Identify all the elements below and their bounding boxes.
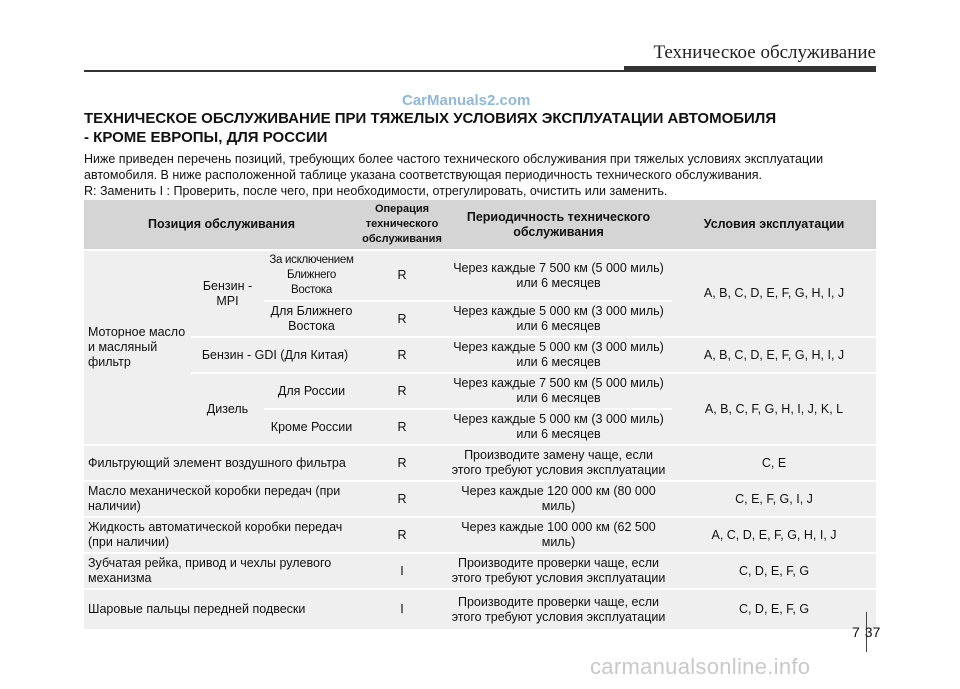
intro-paragraph: Ниже приведен перечень позиций, требующих более частого технического обслуживания при тяжелых условиях эксплуатации автомобиля. В ниже расположенной таблице указана соответствующая периодичность технического обслуживания. xyxy=(84,152,824,182)
item-cell: Зубчатая рейка, привод и чехлы рулевого механизма xyxy=(84,553,359,589)
operation-cell: R xyxy=(359,301,445,337)
header-conditions: Условия эксплуатации xyxy=(672,200,876,250)
legend-text: R: Заменить I : Проверить, после чего, при необходимости, отрегулировать, очистить или заменить. xyxy=(84,184,668,198)
interval-cell: Через каждые 7 500 км (5 000 миль) или 6 месяцев xyxy=(445,373,672,409)
interval-cell: Через каждые 5 000 км (3 000 миль) или 6 месяцев xyxy=(445,301,672,337)
table-row xyxy=(84,589,876,629)
table-row xyxy=(84,517,876,553)
interval-cell: Через каждые 7 500 км (5 000 миль) или 6 месяцев xyxy=(445,250,672,301)
engine-oil-label: Моторное масло и масляный фильтр xyxy=(84,250,191,445)
diesel-label: Дизель xyxy=(191,373,264,445)
header-item: Позиция обслуживания xyxy=(84,200,359,250)
table-row xyxy=(84,250,876,301)
operation-cell: R xyxy=(359,481,445,517)
chapter-number: 7 xyxy=(852,624,860,640)
watermark-top: CarManuals2.com xyxy=(402,92,531,109)
header-interval: Периодичность технического обслуживания xyxy=(445,200,672,250)
interval-cell: Через каждые 5 000 км (3 000 миль) или 6 месяцев xyxy=(445,409,672,445)
header-divider-thick xyxy=(624,66,876,72)
operation-cell: R xyxy=(359,250,445,301)
page-title-line1: ТЕХНИЧЕСКОЕ ОБСЛУЖИВАНИЕ ПРИ ТЯЖЕЛЫХ УСЛОВИЯХ ЭКСПЛУАТАЦИИ АВТОМОБИЛЯ xyxy=(84,110,777,127)
interval-cell: Через каждые 5 000 км (3 000 миль) или 6 месяцев xyxy=(445,337,672,373)
page-number-value: 37 xyxy=(864,624,881,640)
maintenance-table xyxy=(84,200,876,629)
watermark-bottom: carmanualsonline.info xyxy=(590,654,811,679)
item-cell: Фильтрующий элемент воздушного фильтра xyxy=(84,445,359,481)
conditions-cell: A, B, C, D, E, F, G, H, I, J xyxy=(672,250,876,337)
page-title xyxy=(84,109,884,147)
table-row xyxy=(84,481,876,517)
interval-cell: Через каждые 100 000 км (62 500 миль) xyxy=(445,517,672,553)
conditions-cell: C, D, E, F, G xyxy=(672,589,876,629)
interval-cell: Производите замену чаще, если этого требуют условия эксплуатации xyxy=(445,445,672,481)
operation-cell: I xyxy=(359,589,445,629)
for-russia-label: Для России xyxy=(264,373,359,409)
conditions-cell: A, B, C, F, G, H, I, J, K, L xyxy=(672,373,876,445)
petrol-gdi-label: Бензин - GDI (Для Китая) xyxy=(191,337,359,373)
conditions-cell: A, C, D, E, F, G, H, I, J xyxy=(672,517,876,553)
operation-cell: R xyxy=(359,445,445,481)
section-title: Техническое обслуживание xyxy=(653,42,876,63)
item-cell: Шаровые пальцы передней подвески xyxy=(84,589,359,629)
operation-cell: R xyxy=(359,373,445,409)
middle-east-label: Для Ближнего Востока xyxy=(264,301,359,337)
interval-cell: Через каждые 120 000 км (80 000 миль) xyxy=(445,481,672,517)
table-row xyxy=(84,337,876,373)
operation-cell: R xyxy=(359,517,445,553)
table-row xyxy=(84,553,876,589)
header-operation: Операция технического обслуживания xyxy=(359,200,445,250)
petrol-mpi-label: Бензин - MPI xyxy=(191,250,264,337)
operation-cell: R xyxy=(359,337,445,373)
operation-cell: R xyxy=(359,409,445,445)
interval-cell: Производите проверки чаще, если этого требуют условия эксплуатации xyxy=(445,553,672,589)
page-number xyxy=(852,624,880,640)
table-row xyxy=(84,373,876,409)
conditions-cell: C, E xyxy=(672,445,876,481)
item-cell: Жидкость автоматической коробки передач (при наличии) xyxy=(84,517,359,553)
except-russia-label: Кроме России xyxy=(264,409,359,445)
conditions-cell: C, E, F, G, I, J xyxy=(672,481,876,517)
header-divider xyxy=(84,70,624,72)
interval-cell: Производите проверки чаще, если этого требуют условия эксплуатации xyxy=(445,589,672,629)
table-row xyxy=(84,445,876,481)
operation-cell: I xyxy=(359,553,445,589)
except-middle-east-label: За исключением Ближнего Востока xyxy=(264,250,359,301)
conditions-cell: A, B, C, D, E, F, G, H, I, J xyxy=(672,337,876,373)
item-cell: Масло механической коробки передач (при наличии) xyxy=(84,481,359,517)
page-title-line2: - КРОМЕ ЕВРОПЫ, ДЛЯ РОССИИ xyxy=(84,129,328,146)
conditions-cell: C, D, E, F, G xyxy=(672,553,876,589)
